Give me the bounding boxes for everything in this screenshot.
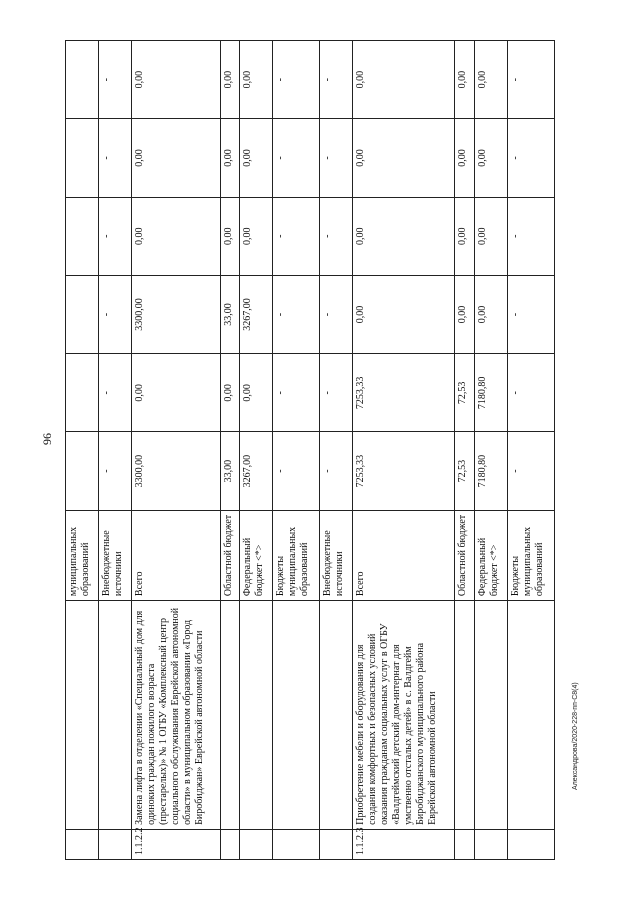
row-value-2022: 0,00 (353, 197, 455, 275)
row-value-total: 72,53 (455, 432, 474, 510)
row-code: 1.1.2.3 (353, 829, 455, 859)
row-value-2022: - (320, 197, 353, 275)
row-source: Федеральный бюджет <*> (240, 510, 273, 600)
row-value-total: - (507, 432, 554, 510)
row-event (320, 601, 353, 830)
row-code (220, 829, 239, 859)
row-value-2024: 0,00 (240, 41, 273, 119)
row-value-2021: - (273, 275, 320, 353)
row-code (507, 829, 554, 859)
table-row (507, 41, 554, 860)
row-value-2024 (66, 41, 99, 119)
table-row (455, 41, 474, 860)
row-event (507, 601, 554, 830)
row-value-2020: - (507, 354, 554, 432)
row-value-2021: 0,00 (455, 275, 474, 353)
row-value-2021: 3267,00 (240, 275, 273, 353)
row-source: Областной бюджет (455, 510, 474, 600)
row-value-2024: 0,00 (353, 41, 455, 119)
row-event (474, 601, 507, 830)
row-event: Замена лифта в отделении «Специальный дом для одиноких граждан пожилого возраста (престарелых)» № 1 ОГБУ «Комплексный центр социального обслуживания Еврейской автономной области» в муниципальном образовании «Город Биробиджан» Еврейской автономной области (132, 601, 220, 830)
row-value-2023: 0,00 (474, 119, 507, 197)
row-value-2022: 0,00 (132, 197, 220, 275)
row-source: муниципальных образований (66, 510, 99, 600)
row-value-2022: - (273, 197, 320, 275)
row-code (455, 829, 474, 859)
row-value-2021: 33,00 (220, 275, 239, 353)
row-value-total: 33,00 (220, 432, 239, 510)
row-value-2022: 0,00 (474, 197, 507, 275)
table-wrapper (65, 40, 555, 860)
budget-table (65, 40, 555, 860)
row-value-total: 3267,00 (240, 432, 273, 510)
row-value-2020: 0,00 (240, 354, 273, 432)
row-value-2020: 0,00 (220, 354, 239, 432)
row-value-2021: 3300,00 (132, 275, 220, 353)
row-source: Всего (132, 510, 220, 600)
row-source: Федеральный бюджет <*> (474, 510, 507, 600)
row-event (273, 601, 320, 830)
row-value-total: 3300,00 (132, 432, 220, 510)
row-value-2024: 0,00 (474, 41, 507, 119)
row-event (99, 601, 132, 830)
row-source: Бюджеты муниципальных образований (273, 510, 320, 600)
row-source: Внебюджетные источники (320, 510, 353, 600)
row-value-total: 7253,33 (353, 432, 455, 510)
row-value-total: - (99, 432, 132, 510)
row-event: Приобретение мебели и оборудования для создания комфортных и безопасных условий оказания гражданам социальных услуг в ОГБУ «Валдгеймский детский дом-интернат для умственно отсталых детей» в с. Валдгейм Биробиджанского муниципального района Еврейской автономной области (353, 601, 455, 830)
table-row (99, 41, 132, 860)
row-value-2020: 7180,80 (474, 354, 507, 432)
document-id: Александрова/2020-228-пп-С8(4) (572, 682, 579, 790)
row-value-2023: 0,00 (220, 119, 239, 197)
row-value-2022: - (507, 197, 554, 275)
table-row (132, 41, 220, 860)
row-source: Областной бюджет (220, 510, 239, 600)
row-source: Внебюджетные источники (99, 510, 132, 600)
row-value-2021: 0,00 (353, 275, 455, 353)
table-row (273, 41, 320, 860)
row-value-2023: 0,00 (132, 119, 220, 197)
table-row (66, 41, 99, 860)
row-value-2020: 7253,33 (353, 354, 455, 432)
table-row (320, 41, 353, 860)
table-row (220, 41, 239, 860)
row-value-2021: - (320, 275, 353, 353)
row-value-total: - (320, 432, 353, 510)
row-value-2022 (66, 197, 99, 275)
row-event (240, 601, 273, 830)
row-value-total (66, 432, 99, 510)
row-value-2020: - (99, 354, 132, 432)
row-value-2023 (66, 119, 99, 197)
row-value-2020: 0,00 (132, 354, 220, 432)
row-value-2024: - (273, 41, 320, 119)
row-value-2021: - (99, 275, 132, 353)
row-value-2024: 0,00 (132, 41, 220, 119)
row-value-2023: 0,00 (353, 119, 455, 197)
row-event (455, 601, 474, 830)
table-row (474, 41, 507, 860)
row-value-2022: 0,00 (455, 197, 474, 275)
row-value-2023: - (320, 119, 353, 197)
row-value-total: 7180,80 (474, 432, 507, 510)
row-code (273, 829, 320, 859)
row-value-2022: - (99, 197, 132, 275)
row-value-2022: 0,00 (220, 197, 239, 275)
row-value-2022: 0,00 (240, 197, 273, 275)
row-value-2020: - (320, 354, 353, 432)
row-value-2023: - (507, 119, 554, 197)
row-code (99, 829, 132, 859)
row-value-total: - (273, 432, 320, 510)
row-code (320, 829, 353, 859)
row-code (66, 829, 99, 859)
row-source: Бюджеты муниципальных образований (507, 510, 554, 600)
row-value-2021 (66, 275, 99, 353)
row-value-2020: 72,53 (455, 354, 474, 432)
row-event (66, 601, 99, 830)
row-value-2023: - (99, 119, 132, 197)
row-code (474, 829, 507, 859)
table-row (240, 41, 273, 860)
row-value-2024: 0,00 (220, 41, 239, 119)
row-value-2020 (66, 354, 99, 432)
row-code (240, 829, 273, 859)
row-value-2020: - (273, 354, 320, 432)
row-value-2023: - (273, 119, 320, 197)
row-value-2021: 0,00 (474, 275, 507, 353)
page-number: 96 (40, 433, 54, 445)
row-value-2021: - (507, 275, 554, 353)
row-value-2024: - (320, 41, 353, 119)
row-value-2023: 0,00 (240, 119, 273, 197)
row-value-2024: - (507, 41, 554, 119)
table-row (353, 41, 455, 860)
row-code: 1.1.2.2 (132, 829, 220, 859)
row-value-2024: 0,00 (455, 41, 474, 119)
row-value-2024: - (99, 41, 132, 119)
row-event (220, 601, 239, 830)
row-source: Всего (353, 510, 455, 600)
row-value-2023: 0,00 (455, 119, 474, 197)
